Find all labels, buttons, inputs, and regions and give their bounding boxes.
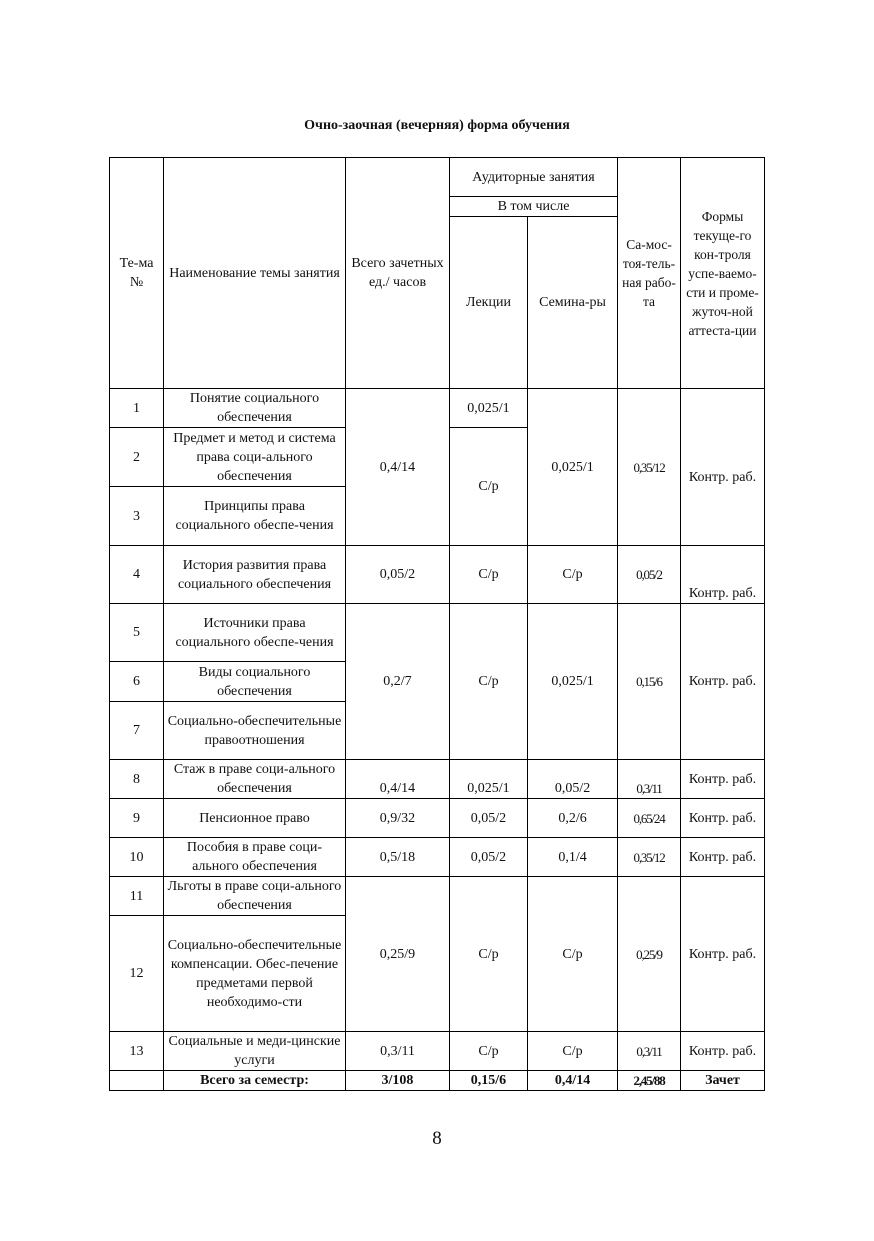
table-row	[110, 838, 765, 877]
topic-number: 3	[110, 487, 164, 546]
table-row	[110, 877, 765, 916]
topic-number: 7	[110, 702, 164, 760]
cell-seminars: С/р	[528, 877, 618, 1032]
cell-seminars: С/р	[528, 1032, 618, 1071]
cell-form: Контр. раб.	[681, 604, 765, 760]
total-independent: 2,45/88	[618, 1071, 681, 1091]
cell-independent: 0,35/12	[618, 838, 681, 877]
cell-independent: 0,15/6	[618, 604, 681, 760]
schedule-table	[109, 157, 765, 1091]
topic-name: Понятие социального обеспечения	[164, 389, 346, 428]
topic-number: 10	[110, 838, 164, 877]
header-seminars: Семина-ры	[528, 217, 618, 389]
cell-seminars: 0,1/4	[528, 838, 618, 877]
cell-form: Контр. раб.	[681, 877, 765, 1032]
topic-number: 8	[110, 760, 164, 799]
header-auditory: Аудиторные занятия	[450, 158, 618, 197]
cell-seminars: 0,025/1	[528, 604, 618, 760]
cell-total: 0,3/11	[346, 1032, 450, 1071]
header-independent: Са-мос-тоя-тель-ная рабо-та	[618, 158, 681, 389]
cell-independent: 0,3/11	[618, 1032, 681, 1071]
page-title: Очно-заочная (вечерняя) форма обучения	[304, 118, 570, 133]
header-total: Всего зачетных ед./ часов	[346, 158, 450, 389]
cell-total: 0,4/14	[346, 389, 450, 546]
table-row	[110, 760, 765, 799]
topic-name: Социальные и меди-цинские услуги	[164, 1032, 346, 1071]
cell-form: Контр. раб.	[681, 799, 765, 838]
total-hours: 3/108	[346, 1071, 450, 1091]
topic-name: Стаж в праве соци-ального обеспечения	[164, 760, 346, 799]
cell-independent: 0,05/2	[618, 546, 681, 604]
cell-total: 0,05/2	[346, 546, 450, 604]
header-including: В том числе	[450, 197, 618, 217]
topic-name: Источники права социального обеспе-чения	[164, 604, 346, 662]
cell-lectures: 0,05/2	[450, 799, 528, 838]
topic-number: 12	[110, 916, 164, 1032]
topic-number: 1	[110, 389, 164, 428]
cell-lectures: С/р	[450, 604, 528, 760]
total-form: Зачет	[681, 1071, 765, 1091]
table-row	[110, 389, 765, 428]
header-name: Наименование темы занятия	[164, 158, 346, 389]
table-row	[110, 604, 765, 662]
topic-name: История развития права социального обеспечения	[164, 546, 346, 604]
topic-name: Виды социального обеспечения	[164, 662, 346, 702]
header-lectures: Лекции	[450, 217, 528, 389]
table-row	[110, 799, 765, 838]
cell-lectures: С/р	[450, 1032, 528, 1071]
table-row	[110, 1032, 765, 1071]
cell-form: Контр. раб.	[681, 389, 765, 546]
cell-form: Контр. раб.	[681, 760, 765, 799]
cell-independent: 0,3/11	[618, 760, 681, 799]
cell-total: 0,4/14	[346, 760, 450, 799]
cell-independent: 0,25/9	[618, 877, 681, 1032]
total-seminars: 0,4/14	[528, 1071, 618, 1091]
topic-number: 11	[110, 877, 164, 916]
cell-total: 0,9/32	[346, 799, 450, 838]
cell-independent: 0,35/12	[618, 389, 681, 546]
topic-name: Предмет и метод и система права соци-ального обеспечения	[164, 428, 346, 487]
topic-number: 13	[110, 1032, 164, 1071]
topic-name: Принципы права социального обеспе-чения	[164, 487, 346, 546]
cell-total: 0,5/18	[346, 838, 450, 877]
cell-independent: 0,65/24	[618, 799, 681, 838]
topic-name: Социально-обеспечительные правоотношения	[164, 702, 346, 760]
topic-name: Льготы в праве соци-ального обеспечения	[164, 877, 346, 916]
total-label: Всего за семестр:	[164, 1071, 346, 1091]
cell-form: Контр. раб.	[681, 546, 765, 604]
topic-number: 4	[110, 546, 164, 604]
page-number: 8	[432, 1128, 442, 1149]
cell-lectures: 0,025/1	[450, 389, 528, 428]
total-empty	[110, 1071, 164, 1091]
header-forms: Формы текуще-го кон-троля успе-ваемо-сти и проме-жуточ-ной аттеста-ции	[681, 158, 765, 389]
cell-lectures: С/р	[450, 877, 528, 1032]
cell-form: Контр. раб.	[681, 1032, 765, 1071]
cell-form: Контр. раб.	[681, 838, 765, 877]
cell-lectures: 0,05/2	[450, 838, 528, 877]
total-lectures: 0,15/6	[450, 1071, 528, 1091]
topic-name: Пенсионное право	[164, 799, 346, 838]
cell-seminars: 0,025/1	[528, 389, 618, 546]
cell-seminars: 0,2/6	[528, 799, 618, 838]
cell-seminars: С/р	[528, 546, 618, 604]
topic-name: Пособия в праве соци-ального обеспечения	[164, 838, 346, 877]
topic-number: 9	[110, 799, 164, 838]
header-tema: Те-ма №	[110, 158, 164, 389]
topic-number: 2	[110, 428, 164, 487]
cell-seminars: 0,05/2	[528, 760, 618, 799]
cell-total: 0,2/7	[346, 604, 450, 760]
cell-lectures: С/р	[450, 546, 528, 604]
cell-lectures: 0,025/1	[450, 760, 528, 799]
table-row	[110, 546, 765, 604]
topic-name: Социально-обеспечительные компенсации. Обес-печение предметами первой необходимо-сти	[164, 916, 346, 1032]
cell-lectures: С/р	[450, 428, 528, 546]
topic-number: 5	[110, 604, 164, 662]
cell-total: 0,25/9	[346, 877, 450, 1032]
topic-number: 6	[110, 662, 164, 702]
total-row	[110, 1071, 765, 1091]
